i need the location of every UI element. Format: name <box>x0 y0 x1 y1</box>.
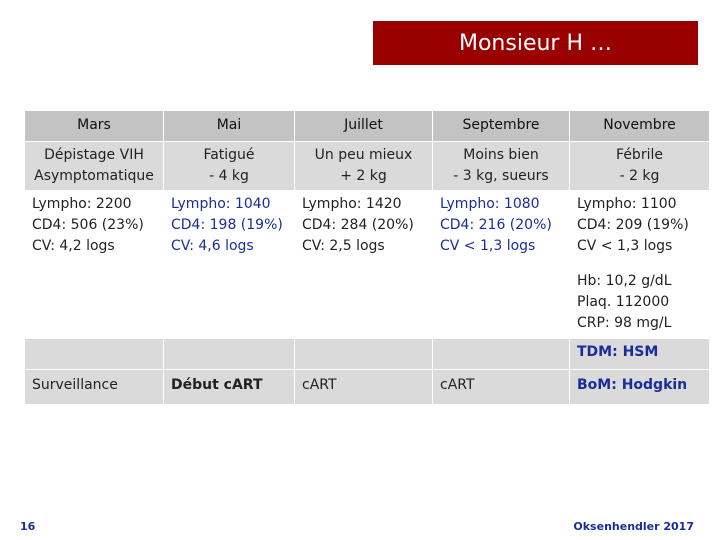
month-header-mars: Mars <box>25 111 164 142</box>
month-header-juillet: Juillet <box>295 111 433 142</box>
imaging-cell: TDM: HSM <box>570 339 710 370</box>
empty-cell <box>164 268 295 339</box>
action-cell: cART <box>295 370 433 405</box>
timeline-table <box>24 110 710 405</box>
action-cell: Surveillance <box>25 370 164 405</box>
empty-cell <box>295 339 433 370</box>
empty-cell <box>25 339 164 370</box>
status-cell: Fébrile - 2 kg <box>570 142 710 191</box>
status-cell: Fatigué - 4 kg <box>164 142 295 191</box>
action-cell: Début cART <box>164 370 295 405</box>
extra-labs-row <box>25 268 710 339</box>
empty-cell <box>25 268 164 339</box>
imaging-row <box>25 339 710 370</box>
status-cell: Un peu mieux + 2 kg <box>295 142 433 191</box>
status-cell: Moins bien - 3 kg, sueurs <box>433 142 570 191</box>
lab-cell: Lympho: 1080 CD4: 216 (20%) CV < 1,3 logs <box>433 191 570 268</box>
status-cell: Dépistage VIH Asymptomatique <box>25 142 164 191</box>
clinical-status-row <box>25 142 710 191</box>
lab-cell: Lympho: 1420 CD4: 284 (20%) CV: 2,5 logs <box>295 191 433 268</box>
extra-labs-cell: Hb: 10,2 g/dL Plaq. 112000 CRP: 98 mg/L <box>570 268 710 339</box>
lab-cell: Lympho: 2200 CD4: 506 (23%) CV: 4,2 logs <box>25 191 164 268</box>
action-row <box>25 370 710 405</box>
lab-values-row <box>25 191 710 268</box>
empty-cell <box>433 339 570 370</box>
action-cell: cART <box>433 370 570 405</box>
page-number: 16 <box>20 520 36 533</box>
empty-cell <box>164 339 295 370</box>
slide-title: Monsieur H … <box>373 21 698 65</box>
lab-cell: Lympho: 1100 CD4: 209 (19%) CV < 1,3 logs <box>570 191 710 268</box>
action-cell: BoM: Hodgkin <box>570 370 710 405</box>
month-header-mai: Mai <box>164 111 295 142</box>
month-header-novembre: Novembre <box>570 111 710 142</box>
footer-author: Oksenhendler 2017 <box>573 520 694 533</box>
empty-cell <box>433 268 570 339</box>
table-header-row <box>25 111 710 142</box>
empty-cell <box>295 268 433 339</box>
month-header-septembre: Septembre <box>433 111 570 142</box>
lab-cell: Lympho: 1040 CD4: 198 (19%) CV: 4,6 logs <box>164 191 295 268</box>
